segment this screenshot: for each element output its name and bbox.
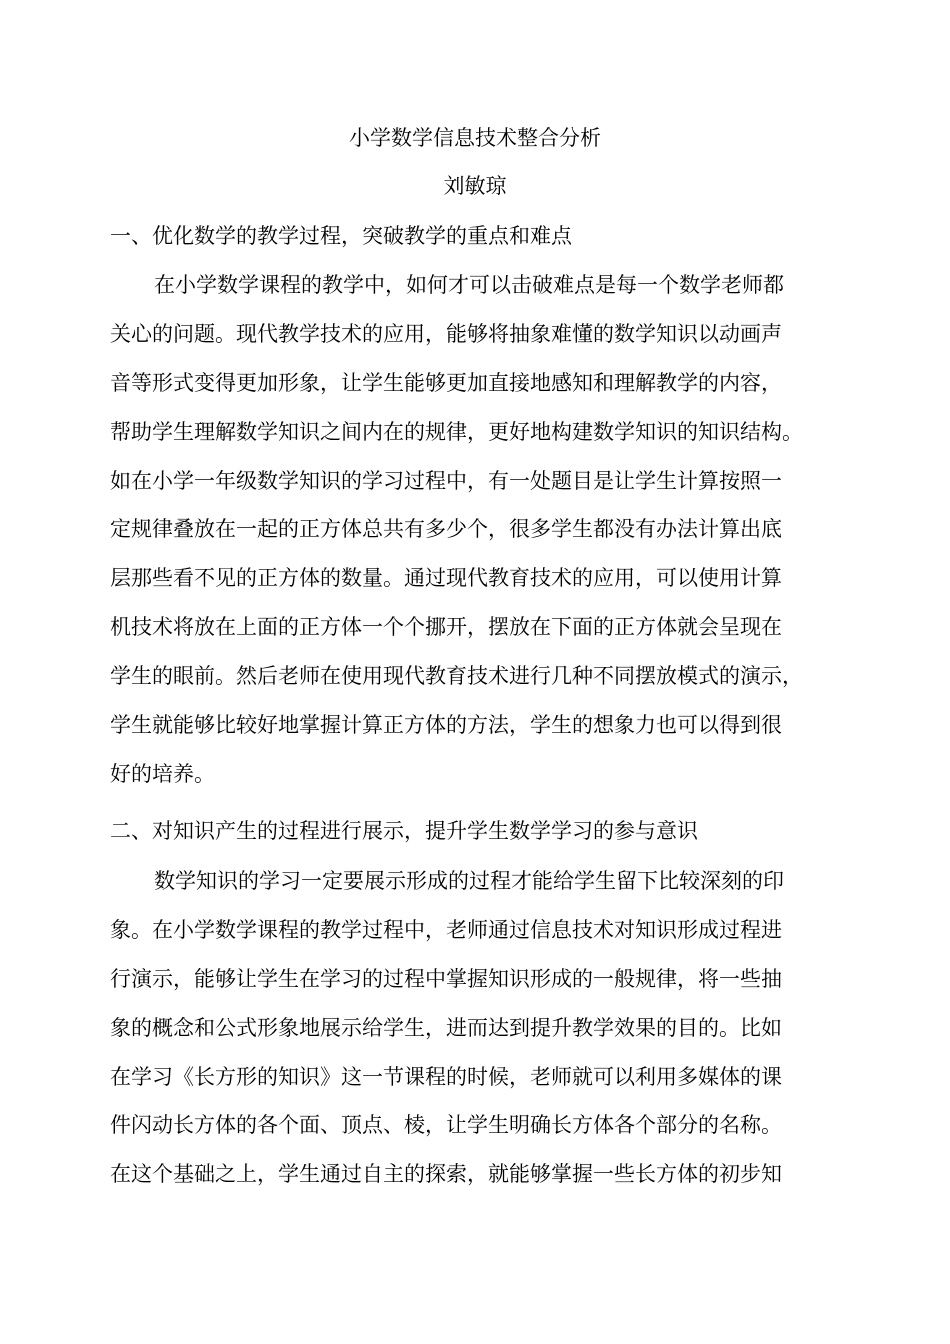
paragraph-line: 关心的问题。现代教学技术的应用，能够将抽象难懂的数学知识以动画声 [110,321,782,346]
paragraph-line: 层那些看不见的正方体的数量。通过现代教育技术的应用，可以使用计算 [110,566,782,591]
paragraph-line: 行演示，能够让学生在学习的过程中掌握知识形成的一般规律，将一些抽 [110,966,782,991]
paragraph-line: 象。在小学数学课程的教学过程中，老师通过信息技术对知识形成过程进 [110,917,782,942]
section-paragraph-1 [110,261,840,799]
paragraph-line: 件闪动长方体的各个面、顶点、棱，让学生明确长方体各个部分的名称。 [110,1113,782,1138]
paragraph-line: 在学习《长方形的知识》这一节课程的时候，老师就可以利用多媒体的课 [110,1064,782,1089]
section-heading-2: 二、对知识产生的过程进行展示，提升学生数学学习的参与意识 [110,819,698,843]
paragraph-line: 学生的眼前。然后老师在使用现代教育技术进行几种不同摆放模式的演示， [110,664,803,689]
paragraph-line: 定规律叠放在一起的正方体总共有多少个，很多学生都没有办法计算出底 [110,517,782,542]
section-heading-1: 一、优化数学的教学过程，突破教学的重点和难点 [110,224,572,248]
document-title: 小学数学信息技术整合分析 [349,126,601,150]
paragraph-line: 在这个基础之上，学生通过自主的探索，就能够掌握一些长方体的初步知 [110,1162,782,1187]
paragraph-line: 好的培养。 [110,761,215,786]
paragraph-line: 如在小学一年级数学知识的学习过程中，有一处题目是让学生计算按照一 [110,468,782,493]
paragraph-line: 学生就能够比较好地掌握计算正方体的方法，学生的想象力也可以得到很 [110,713,782,738]
paragraph-line: 数学知识的学习一定要展示形成的过程才能给学生留下比较深刻的印 [154,869,784,893]
paragraph-line: 音等形式变得更加形象，让学生能够更加直接地感知和理解教学的内容， [110,370,782,395]
section-paragraph-2 [110,857,840,1199]
paragraph-line: 机技术将放在上面的正方体一个个挪开，摆放在下面的正方体就会呈现在 [110,615,782,640]
document-author: 刘敏琼 [443,174,507,198]
paragraph-line: 象的概念和公式形象地展示给学生，进而达到提升教学效果的目的。比如 [110,1015,782,1040]
paragraph-line: 在小学数学课程的教学中，如何才可以击破难点是每一个数学老师都 [154,273,784,297]
paragraph-line: 帮助学生理解数学知识之间内在的规律，更好地构建数学知识的知识结构。 [110,419,803,444]
